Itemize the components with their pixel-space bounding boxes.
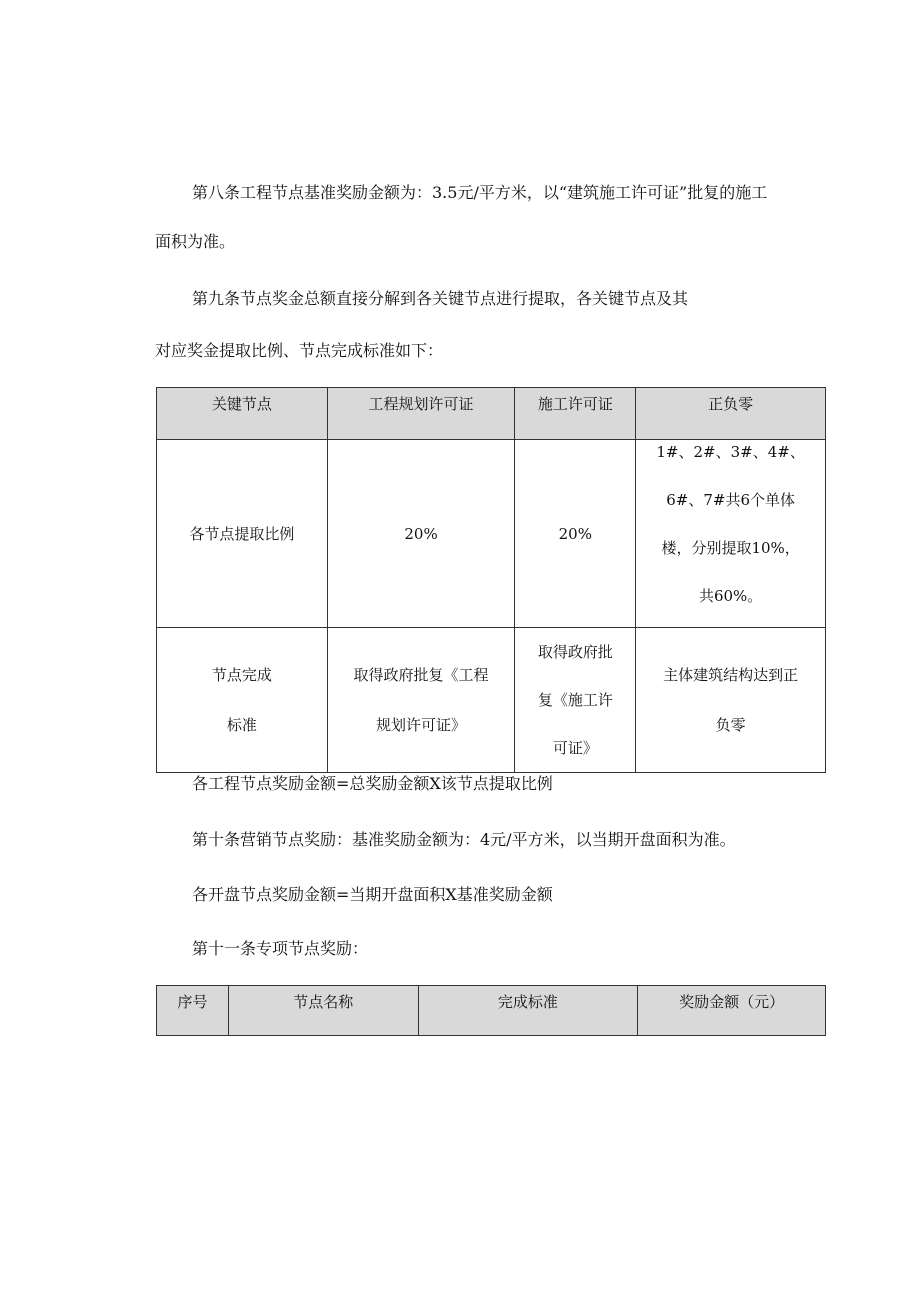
ratio-ground-zero-line: 楼，分别提取10%， [661,539,800,557]
standard-construction-value [515,628,636,773]
ratio-row-label: 各节点提取比例 [157,440,328,628]
standard-ground-zero-value [636,628,826,773]
standard-ground-zero-line: 负零 [715,716,746,734]
ratio-construction-value: 20% [515,440,636,628]
article-8-line-1: 第八条工程节点基准奖励金额为：3.5元/平方米，以“建筑施工许可证”批复的施工 [192,183,768,202]
standard-construction-line: 取得政府批 [537,643,613,661]
header-completion-standard: 完成标准 [418,986,638,1036]
header-bonus-amount: 奖励金额（元） [638,986,826,1036]
standard-planning-value [327,628,515,773]
header-construction-permit: 施工许可证 [515,388,636,440]
article-9-line-1: 第九条节点奖金总额直接分解到各关键节点进行提取，各关键节点及其 [192,289,689,308]
header-planning-permit: 工程规划许可证 [327,388,515,440]
header-ground-zero: 正负零 [636,388,826,440]
ratio-ground-zero-line: 共60%。 [698,587,763,605]
ratio-row [157,440,826,628]
ratio-planning-value: 20% [327,440,515,628]
article-11: 第十一条专项节点奖励： [192,939,369,958]
engineering-bonus-formula: 各工程节点奖励金额=总奖励金额X该节点提取比例 [192,774,553,793]
ratio-ground-zero-line: 1#、2#、3#、4#、 [656,443,805,461]
node-table [156,387,826,773]
article-8-line-2: 面积为准。 [155,232,236,251]
ratio-ground-zero-line: 6#、7#共6个单体 [666,491,795,509]
standard-planning-line: 取得政府批复《工程 [353,666,489,684]
header-key-node: 关键节点 [157,388,328,440]
standard-row-label [157,628,328,773]
ratio-ground-zero-value [636,440,826,628]
standard-construction-line: 复《施工许 [537,691,613,709]
standard-row [157,628,826,773]
header-serial-number: 序号 [157,986,229,1036]
standard-label-line: 节点完成 [211,666,272,684]
standard-planning-line: 规划许可证》 [376,716,467,734]
standard-label-line: 标准 [226,716,257,734]
special-node-table [156,985,826,1036]
article-10: 第十条营销节点奖励：基准奖励金额为：4元/平方米，以当期开盘面积为准。 [192,830,736,849]
sales-bonus-formula: 各开盘节点奖励金额=当期开盘面积X基准奖励金额 [192,885,553,904]
special-table-header-row [157,986,826,1036]
article-9-line-2: 对应奖金提取比例、节点完成标准如下： [155,341,444,360]
standard-construction-line: 可证》 [552,739,598,757]
standard-ground-zero-line: 主体建筑结构达到正 [663,666,799,684]
header-node-name: 节点名称 [228,986,418,1036]
